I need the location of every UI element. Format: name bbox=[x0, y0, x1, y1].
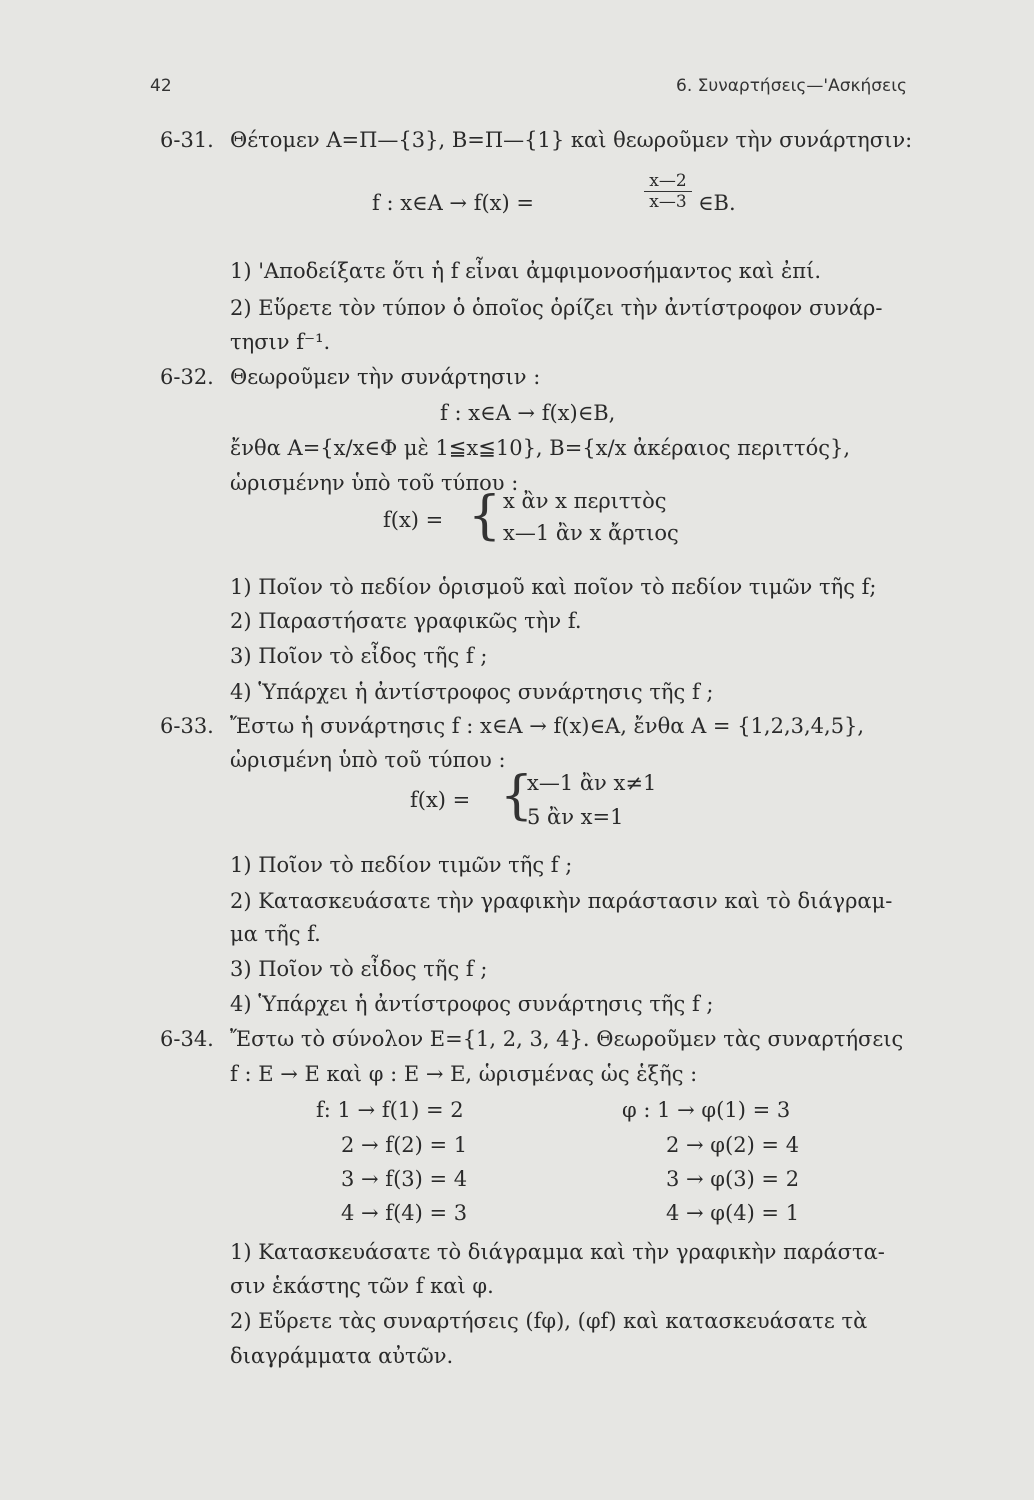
exercise-label: 6-34. bbox=[160, 1027, 214, 1051]
exercise-intro: f : E → E καὶ φ : E → E, ὡρισμένας ὡς ἑξῆς : bbox=[230, 1062, 698, 1086]
formula: f(x) = bbox=[383, 508, 444, 532]
question: 2) Εὕρετε τὸν τύπον ὁ ὁποῖος ὁρίζει τὴν ἀντίστροφον συνάρ- bbox=[230, 296, 883, 320]
mapping-row: f: 1 → f(1) = 2 bbox=[316, 1098, 464, 1122]
formula: f : x∈A → f(x)∈B, bbox=[440, 401, 616, 425]
question: 1) Ποῖον τὸ πεδίον ὁρισμοῦ καὶ ποῖον τὸ πεδίον τιμῶν τῆς f; bbox=[230, 575, 877, 599]
exercise-label: 6-31. bbox=[160, 128, 214, 152]
formula: f : x∈A → f(x) = bbox=[372, 191, 534, 215]
question: 3) Ποῖον τὸ εἶδος τῆς f ; bbox=[230, 644, 488, 668]
piecewise-case: x ἂν x περιττὸς bbox=[503, 489, 667, 513]
exercise-intro: Ἔστω τὸ σύνολον E={1, 2, 3, 4}. Θεωροῦμεν τὰς συναρτήσεις bbox=[230, 1027, 904, 1051]
question: μα τῆς f. bbox=[230, 922, 321, 946]
fraction bbox=[644, 172, 692, 211]
question: 1) 'Αποδείξατε ὅτι ἡ f εἶναι ἀμφιμονοσήμαντος καὶ ἐπί. bbox=[230, 259, 822, 283]
question: σιν ἑκάστης τῶν f καὶ φ. bbox=[230, 1274, 494, 1298]
formula: f(x) = bbox=[410, 788, 471, 812]
exercise-label: 6-33. bbox=[160, 714, 214, 738]
definition-text: ἔνθα A={x/x∈Φ μὲ 1≦x≦10}, B={x/x ἀκέραιος περιττός}, bbox=[230, 436, 851, 460]
left-brace: { bbox=[468, 486, 502, 546]
question: 2) Παραστήσατε γραφικῶς τὴν f. bbox=[230, 609, 582, 633]
denominator: x—3 bbox=[649, 192, 687, 212]
definition-text: ὡρισμένην ὑπὸ τοῦ τύπου : bbox=[230, 471, 519, 495]
exercise-label: 6-32. bbox=[160, 365, 214, 389]
question: 1) Κατασκευάσατε τὸ διάγραμμα καὶ τὴν γραφικὴν παράστα- bbox=[230, 1240, 885, 1264]
page-number: 42 bbox=[150, 76, 172, 96]
question: 2) Εὕρετε τὰς συναρτήσεις (fφ), (φf) καὶ κατασκευάσατε τὰ bbox=[230, 1309, 868, 1333]
mapping-row: φ : 1 → φ(1) = 3 bbox=[622, 1098, 791, 1122]
left-brace: { bbox=[500, 766, 534, 826]
definition-text: ὡρισμένη ὑπὸ τοῦ τύπου : bbox=[230, 748, 506, 772]
mapping-row: 3 → f(3) = 4 bbox=[341, 1167, 468, 1191]
formula: ∈B. bbox=[698, 191, 736, 215]
running-title: 6. Συναρτήσεις—'Ασκήσεις bbox=[676, 76, 907, 96]
mapping-row: 3 → φ(3) = 2 bbox=[666, 1167, 800, 1191]
mapping-row: 2 → φ(2) = 4 bbox=[666, 1133, 800, 1157]
question: 3) Ποῖον τὸ εἶδος τῆς f ; bbox=[230, 957, 488, 981]
question: διαγράμματα αὐτῶν. bbox=[230, 1344, 454, 1368]
question: τησιν f⁻¹. bbox=[230, 330, 331, 354]
piecewise-case: 5 ἂν x=1 bbox=[527, 805, 624, 829]
exercise-intro: Θεωροῦμεν τὴν συνάρτησιν : bbox=[230, 365, 541, 389]
exercise-intro: Ἔστω ἡ συνάρτησις f : x∈A → f(x)∈A, ἔνθα A = {1,2,3,4,5}, bbox=[230, 714, 865, 738]
question: 2) Κατασκευάσατε τὴν γραφικὴν παράστασιν καὶ τὸ διάγραμ- bbox=[230, 889, 893, 913]
mapping-row: 4 → f(4) = 3 bbox=[341, 1201, 468, 1225]
mapping-row: 4 → φ(4) = 1 bbox=[666, 1201, 800, 1225]
question: 4) Ὑπάρχει ἡ ἀντίστροφος συνάρτησις τῆς f ; bbox=[230, 680, 714, 704]
question: 1) Ποῖον τὸ πεδίον τιμῶν τῆς f ; bbox=[230, 853, 573, 877]
question: 4) Ὑπάρχει ἡ ἀντίστροφος συνάρτησις τῆς f ; bbox=[230, 992, 714, 1016]
numerator: x—2 bbox=[649, 171, 687, 191]
exercise-intro: Θέτομεν Α=Π—{3}, Β=Π—{1} καὶ θεωροῦμεν τὴν συνάρτησιν: bbox=[230, 128, 913, 152]
piecewise-case: x—1 ἂν x ἄρτιος bbox=[503, 521, 679, 545]
piecewise-case: x—1 ἂν x≠1 bbox=[527, 771, 657, 795]
mapping-row: 2 → f(2) = 1 bbox=[341, 1133, 468, 1157]
